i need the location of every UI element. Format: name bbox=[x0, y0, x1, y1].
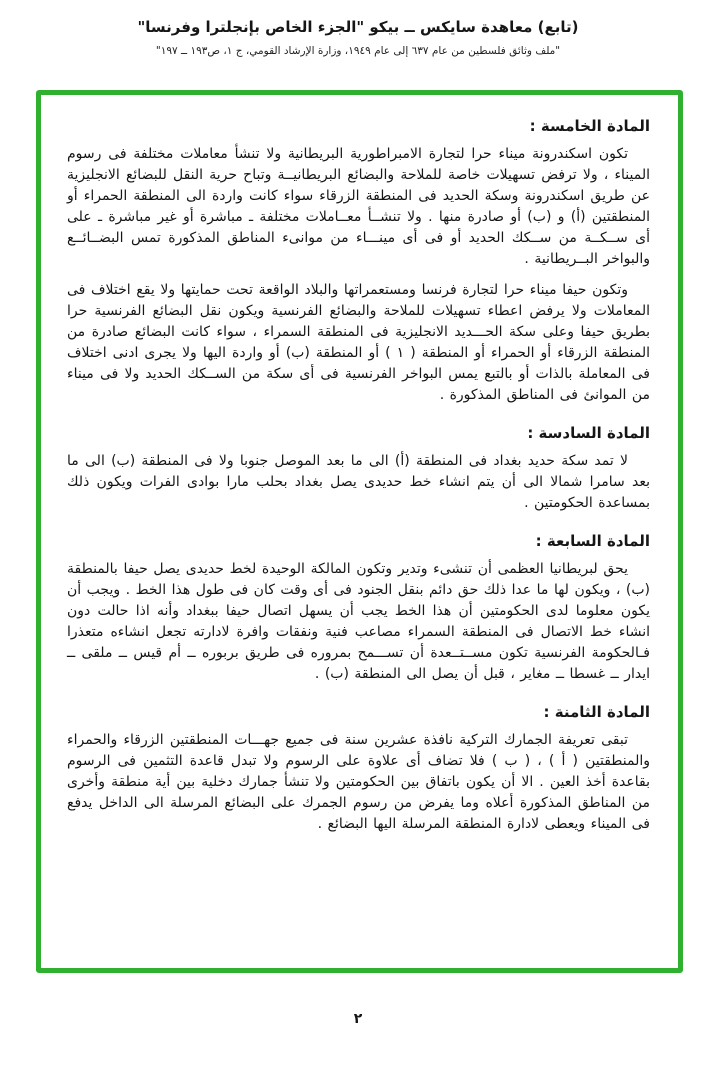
article-five-paragraph-2: وتكون حيفا ميناء حرا لتجارة فرنسا ومستعمراتها والبلاد الواقعة تحت حمايتها ولا يقع اختلاف فى المعاملات ولا يرفض اعطاء تسهيلات للملاحة والبضائع الفرنسية ويكون نقل البضائع الفرنسية حرا بطريق حيفا وعلى سكة الحـــديد الانجليزية فى المنطقة السمراء ، سواء كانت البضائع صادرة من المنطقة الزرقاء أو الحمراء أو المنطقة ( ١ ) أو المنطقة (ب) أو واردة اليها ولا يجرى ادنى اختلاف فى المعاملة بالذات أو بالتبع يمس البواخر الفرنسية فى أى سكة من الســكك الحديد ولا فى ميناء من الموانئ فى المناطق المذكورة . bbox=[67, 282, 651, 403]
article-seven-heading: المادة السابعة : bbox=[535, 532, 650, 550]
article-seven bbox=[67, 532, 650, 685]
source-citation-line: "ملف وثائق فلسطين من عام ٦٣٧ إلى عام ١٩٤٩، وزارة الإرشاد القومي، ج ١، ص١٩٣ ــ ١٩٧" bbox=[155, 45, 561, 57]
article-eight-paragraph-1: تبقى تعريفة الجمارك التركية نافذة عشرين سنة فى جميع جهـــات المنطقتين الزرقاء والحمراء والمنطقتين ( أ ) ، ( ب ) فلا تضاف أى علاوة على الرسوم ولا تبدل قاعدة التثمين فى الرسوم بقاعدة أخذ العين . الا أن يكون باتفاق بين الحكومتين ولا تنشأ جمارك دخلية بين أية منطقة وأخرى من المناطق المذكورة أعلاه وما يفرض من رسوم الجمرك على البضائع المرسلة الى الداخل يدفع فى الميناء ويعطى لادارة المنطقة المرسلة اليها البضائع . bbox=[67, 732, 650, 832]
page-number: ٢ bbox=[353, 1011, 363, 1027]
article-six bbox=[67, 424, 650, 514]
article-seven-paragraph-1: يحق لبريطانيا العظمى أن تنشىء وتدير وتكون المالكة الوحيدة لخط حديدى يصل حيفا بالمنطقة (ب) ، ويكون لها ما عدا ذلك حق دائم بنقل الجنود فى أى وقت كان فى طول هذا الخط . ويجب أن يكون معلوما لدى الحكومتين أن هذا الخط يجب أن يسهل اتصال حيفا ببغداد وأنه اذا حالت دون انشاء خط الاتصال فى المنطقة السمراء مصاعب فنية ونفقات وافرة لادارته تجعل انشاءه متعذرا فـالحكومة الفرنسية تكون مســتــعدة أن تســـمح بمروره فى طريق بربوره ــ أم قيس ــ ملقى ــ ايدار ــ غسطا ــ مغاير ، قبل أن يصل الى المنطقة (ب) . bbox=[67, 561, 650, 682]
article-six-heading: المادة السادسة : bbox=[527, 424, 650, 442]
article-five bbox=[67, 117, 650, 406]
article-eight-heading: المادة الثامنة : bbox=[543, 703, 650, 721]
article-eight bbox=[67, 703, 650, 835]
article-five-heading: المادة الخامسة : bbox=[529, 117, 650, 135]
document-frame bbox=[36, 90, 683, 973]
article-six-paragraph-1: لا تمد سكة حديد بغداد فى المنطقة (أ) الى ما بعد الموصل جنوبا ولا فى المنطقة (ب) الى ما بعد سامرا شمالا الى أن يتم انشاء خط حديدى يصل بغداد بحلب مارا بوادى الفرات ويكون ذلك بمساعدة الحكومتين . bbox=[67, 453, 650, 511]
article-five-paragraph-1: تكون اسكندرونة ميناء حرا لتجارة الامبراطورية البريطانية ولا تنشأ معاملات مختلفة فى رسوم الميناء ، ولا ترفض تسهيلات خاصة للملاحة والبضائع البريطانيــة وتباح حرية النقل للبضائع الانجليزية عن طريق اسكندرونة وسكة الحديد فى المنطقة الزرقاء سواء كانت واردة الى المنطقة الحمراء أو المنطقتين (أ) و (ب) أو صادرة منها . ولا تنشــأ معــاملات مختلفة ـ مباشرة أو غير مباشرة ـ على أى ســكــة من ســكك الحديد أو فى أى مينـــاء من موانىء المناطق المذكورة تمس البضــائــع والبواخر البــريطانية . bbox=[67, 146, 650, 267]
document-title: (تابع) معاهدة سايكس ــ بيكو "الجزء الخاص بإنجلترا وفرنسا" bbox=[137, 18, 579, 36]
document-header bbox=[0, 0, 716, 57]
